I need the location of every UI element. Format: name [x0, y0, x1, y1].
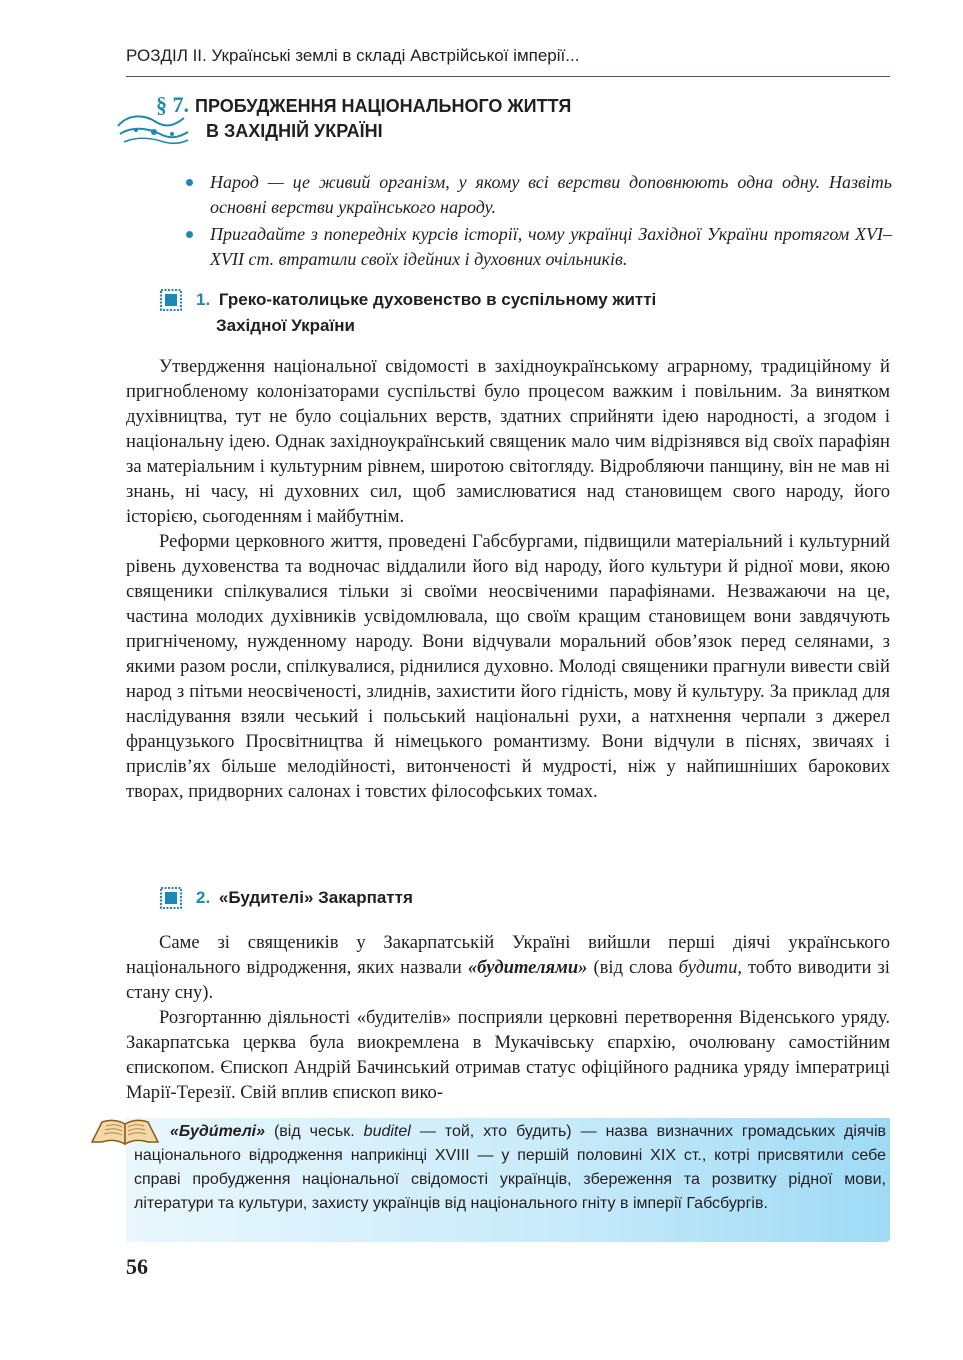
bullet-icon — [186, 231, 193, 238]
section1-title-line2: Західної України — [216, 316, 356, 335]
paragraph-title — [156, 92, 856, 144]
question-item: Пригадайте з попередніх курсів історії, чому українці Західної України протягом XVI–XVII ст. втратили своїх ідейних і духовних очільників. — [186, 222, 892, 272]
section2-body — [126, 930, 890, 1105]
question-item: Народ — це живий організм, у якому всі верстви доповнюють одна одну. Назвіть основні верстви українського народу. — [186, 170, 892, 220]
section1-number: 1. — [196, 290, 211, 309]
section2-title: «Будителі» Закарпаття — [218, 888, 413, 907]
paragraph-number: § 7. — [156, 92, 189, 117]
paragraph-title-line1: ПРОБУДЖЕННЯ НАЦІОНАЛЬНОГО ЖИТТЯ — [195, 96, 572, 116]
paragraph-title-line2: В ЗАХІДНІЙ УКРАЇНІ — [206, 121, 383, 141]
glossary-text: «Буди́телі» (від чеськ. buditel — той, хто будить) — назва визначних громадських діячів національного відродження наприкінці XVIII — у першій половині XIX ст., котрі присвятили себе справі пробудження національної свідомості українців, збереження та розвитку рідної мови, літератури та культури, захисту українців від національного гніту в імперії Габсбургів. — [134, 1123, 886, 1212]
page-number: 56 — [126, 1254, 148, 1279]
section-marker-icon — [160, 289, 182, 311]
section-marker-icon — [160, 887, 182, 909]
running-head: РОЗДІЛ ІІ. Українські землі в складі Австрійської імперії... — [126, 46, 580, 65]
section1-paragraph: Реформи церковного життя, проведені Габсбургами, підвищили матеріальний і культурний рівень духовенства та водночас віддалили його від народу, його культури й рідної мови, якою священики спілкувалися тільки зі своїми неосвіченими парафіянами. Незважаючи на це, частина молодих духівників усвідомлювала, що своїм кращим становищем вони завдячують пригніченому, нужденному народу. Вони відчували моральний обов’язок перед селянами, з якими разом росли, спілкувалися, ріднилися духовно. Молоді священики прагнули вивести свій народ з пітьми неосвіченості, злиднів, захистити його гідність, мову й культуру. За приклад для наслідування взяли чеський і польський національні рухи, а натхнення черпали з джерел французького Просвітництва й німецького романтизму. Вони відчули в піснях, звичаях і прислів’ях більше мелодійності, витонченості й мудрості, ніж у найпишніших барокових творах, придворних салонах і товстих філософських томах. — [126, 531, 890, 802]
section2-paragraph: Саме зі священиків у Закарпатській Україні вийшли перші діячі українського національного відродження, яких назвали «будителями» (від слова будити, тобто виводити зі стану сну). — [126, 932, 890, 1003]
section1-title-line1: Греко-католицьке духовенство в суспільному житті — [218, 290, 657, 309]
section2-number: 2. — [196, 888, 211, 907]
bullet-icon — [186, 179, 193, 186]
section1-paragraph: Утвердження національної свідомості в західноукраїнському аграрному, традиційному й пригнобленому колонізаторами суспільстві було процесом важким і повільним. За винятком духівництва, тут не було соціальних верств, здатних сприйняти ідею народності, а згодом і національну ідею. Однак західноукраїнський священик мало чим відрізнявся від своїх парафіян за матеріальним і культурним рівнем, широтою світогляду. Відробляючи панщину, він не мав ні знань, ні часу, ні духовних сил, щоб замислюватися над становищем свого народу, його історією, сьогоденням і майбутнім. — [126, 356, 890, 527]
section1-body — [126, 354, 890, 804]
glossary-term: «Буди́телі» — [170, 1123, 265, 1140]
section2-paragraph: Розгортанню діяльності «будителів» посприяли церковні перетворення Віденського уряду. Закарпатська церква була виокремлена в Мукачівську єпархію, очолювану самостійним єпископом. Єпископ Андрій Бачинський отримав статус офіційного радника уряду імператриці Марії-Терезії. Свій вплив єпископ вико- — [126, 1007, 890, 1103]
section2-heading — [160, 885, 860, 911]
question-list — [186, 170, 892, 274]
header-divider — [126, 76, 890, 77]
term-budyteli: «будителями» — [467, 957, 588, 978]
section1-heading — [160, 287, 860, 339]
